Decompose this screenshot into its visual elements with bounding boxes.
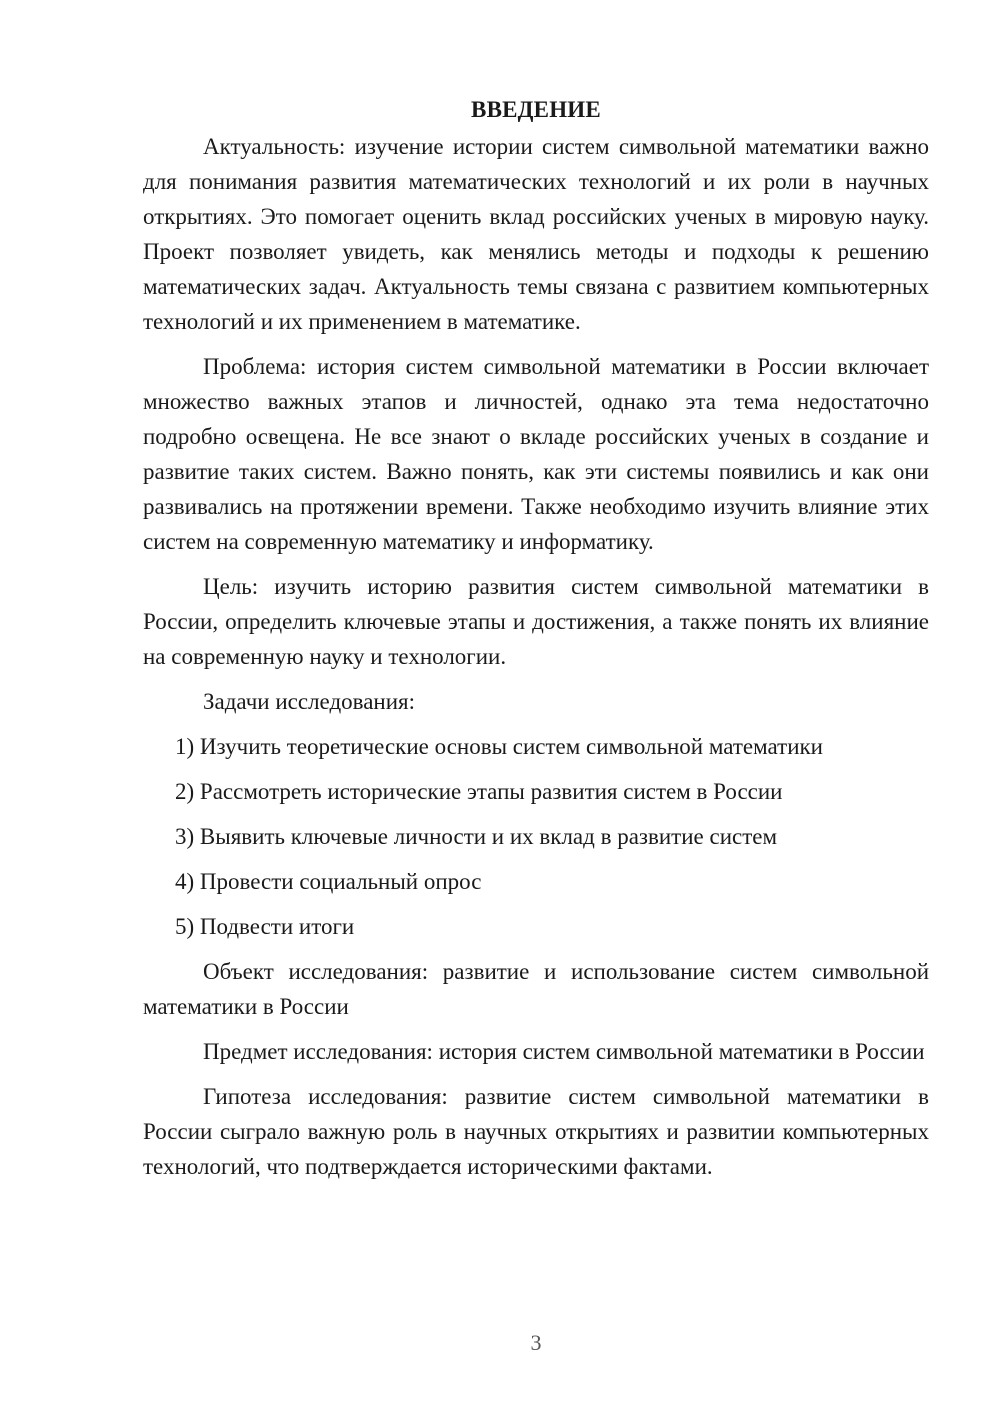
- task-item: 3) Выявить ключевые личности и их вклад в развитие систем: [175, 824, 778, 849]
- task-item: 1) Изучить теоретические основы систем символьной математики: [175, 734, 823, 759]
- task-item: 2) Рассмотреть исторические этапы развития систем в России: [175, 779, 783, 804]
- problem-paragraph: Проблема: история систем символьной математики в России включает множество важных этапов и личностей, однако эта тема недостаточно подробно освещена. Не все знают о вкладе российских ученых в создание и развитие таких систем. Важно понять, как эти системы появились и как они развивались на протяжении времени. Также необходимо изучить влияние этих систем на современную математику и информатику.: [143, 354, 929, 554]
- hypothesis-paragraph: Гипотеза исследования: развитие систем символьной математики в России сыграло важную роль в научных открытиях и развитии компьютерных технологий, что подтверждается историческими фактами.: [143, 1084, 929, 1179]
- tasks-heading: Задачи исследования:: [203, 689, 416, 714]
- page-content: [143, 92, 929, 1184]
- page-number: 3: [530, 1330, 542, 1355]
- tasks-list: [143, 729, 929, 944]
- relevance-paragraph: Актуальность: изучение истории систем символьной математики важно для понимания развития математических технологий и их роли в научных открытиях. Это помогает оценить вклад российских ученых в мировую науку. Проект позволяет увидеть, как менялись методы и подходы к решению математических задач. Актуальность темы связана с развитием компьютерных технологий и их применением в математике.: [143, 134, 929, 334]
- task-item: 4) Провести социальный опрос: [175, 869, 482, 894]
- task-item: 5) Подвести итоги: [175, 914, 355, 939]
- subject-paragraph: Предмет исследования: история систем символьной математики в России: [203, 1039, 925, 1064]
- object-paragraph: Объект исследования: развитие и использование систем символьной математики в России: [143, 959, 929, 1019]
- section-title: ВВЕДЕНИЕ: [471, 97, 601, 122]
- goal-paragraph: Цель: изучить историю развития систем символьной математики в России, определить ключевые этапы и достижения, а также понять их влияние на современную науку и технологии.: [143, 574, 929, 669]
